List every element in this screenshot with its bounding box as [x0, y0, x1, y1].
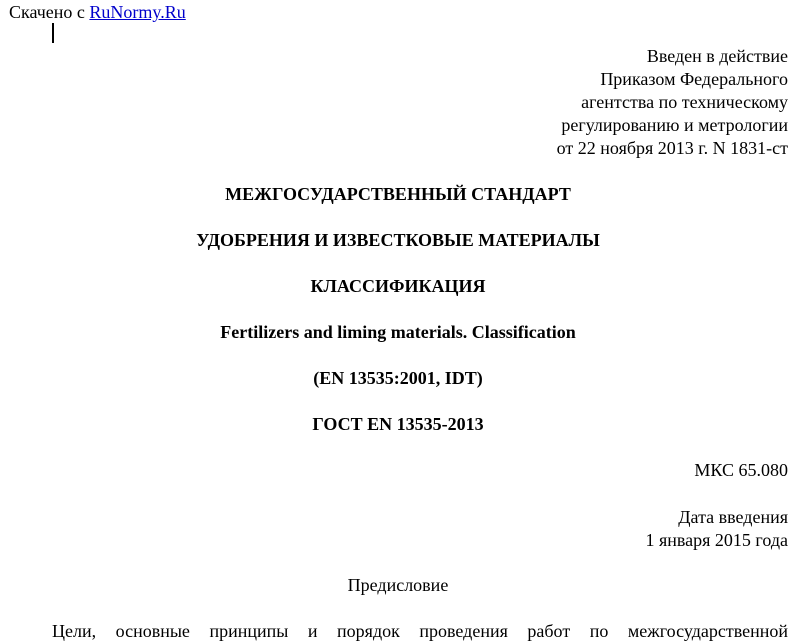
decree-block	[288, 45, 788, 160]
decree-line: от 22 ноября 2013 г. N 1831-ст	[556, 138, 788, 158]
english-title: Fertilizers and liming materials. Classification	[220, 322, 576, 342]
intro-date-value: 1 января 2015 года	[645, 530, 788, 550]
text-cursor	[52, 23, 54, 43]
standard-designation: ГОСТ EN 13535-2013	[312, 414, 484, 434]
source-link[interactable]: RuNormy.Ru	[89, 2, 186, 22]
source-prefix: Скачено с	[9, 2, 90, 22]
decree-line: Введен в действие	[646, 46, 788, 66]
intro-date-block	[288, 506, 788, 552]
decree-line: агентства по техническому	[581, 92, 788, 112]
source-line	[9, 1, 186, 23]
standard-type-heading: МЕЖГОСУДАРСТВЕННЫЙ СТАНДАРТ	[225, 184, 571, 204]
preface-paragraph: Цели, основные принципы и порядок проведения работ по межгосударственной	[52, 621, 788, 641]
mks-code: МКС 65.080	[694, 460, 788, 480]
decree-line: Приказом Федерального	[600, 69, 788, 89]
category-heading: КЛАССИФИКАЦИЯ	[310, 276, 486, 296]
subject-heading: УДОБРЕНИЯ И ИЗВЕСТКОВЫЕ МАТЕРИАЛЫ	[196, 230, 600, 250]
intro-date-label: Дата введения	[678, 507, 788, 527]
equivalence-note: (EN 13535:2001, IDT)	[313, 368, 483, 388]
decree-line: регулированию и метрологии	[561, 115, 788, 135]
preface-heading: Предисловие	[347, 575, 449, 595]
